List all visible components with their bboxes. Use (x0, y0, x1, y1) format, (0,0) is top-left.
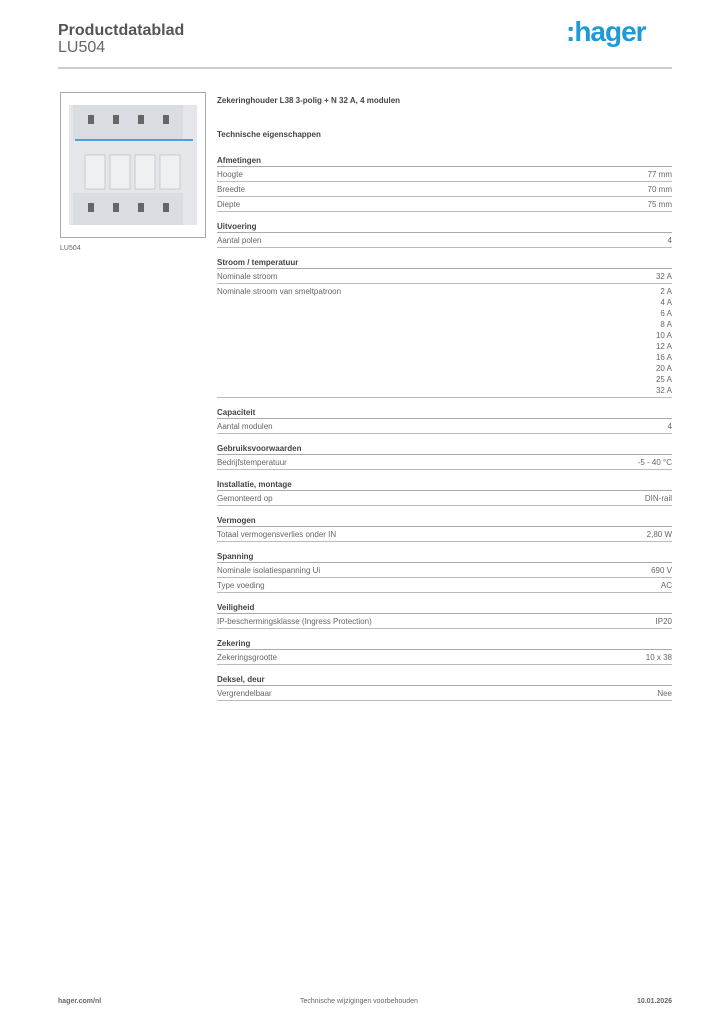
spec-value: 10 x 38 (645, 653, 672, 662)
spec-value: 77 mm (647, 170, 672, 179)
spec-label: Aantal modulen (217, 422, 273, 431)
section-heading: Installatie, montage (217, 480, 672, 491)
spec-label: Zekeringsgrootte (217, 653, 278, 662)
spec-value: IP20 (655, 617, 672, 626)
spec-label: Nominale stroom van smeltpatroon (217, 287, 342, 296)
spec-row (217, 578, 672, 593)
spec-value: 4 (667, 236, 672, 245)
section-heading: Veiligheid (217, 603, 672, 614)
spec-label: Diepte (217, 200, 241, 209)
spec-value: 4 A (660, 298, 672, 307)
spec-label: Nominale isolatiespanning Ui (217, 566, 321, 575)
section-heading: Gebruiksvoorwaarden (217, 444, 672, 455)
spec-row (217, 614, 672, 629)
footer-date: 10.01.2026 (636, 998, 672, 1005)
spec-value: 20 A (655, 364, 672, 373)
spec-value: Nee (657, 689, 672, 698)
spec-section (217, 444, 672, 470)
section-heading: Zekering (217, 639, 672, 650)
spec-section (217, 516, 672, 542)
spec-row (217, 197, 672, 212)
spec-label: Gemonteerd op (217, 494, 273, 503)
spec-values (638, 458, 672, 469)
spec-values (668, 236, 672, 247)
hager-logo: :hager (566, 16, 646, 47)
section-heading: Spanning (217, 552, 672, 563)
product-image (60, 92, 206, 238)
spec-section (217, 408, 672, 434)
spec-label: Nominale stroom (217, 272, 278, 281)
section-heading: Stroom / temperatuur (217, 258, 672, 269)
section-heading: Afmetingen (217, 156, 672, 167)
spec-value: DIN-rail (644, 494, 672, 503)
spec-value: 4 (667, 422, 672, 431)
product-title: Zekeringhouder L38 3-polig + N 32 A, 4 modulen (217, 96, 401, 105)
spec-value: 70 mm (647, 185, 672, 194)
spec-value: 2 A (660, 287, 672, 296)
spec-values (646, 653, 672, 664)
spec-section (217, 675, 672, 701)
spec-label: Type voeding (217, 581, 265, 590)
spec-values (651, 566, 672, 577)
spec-label: Bedrijfstemperatuur (217, 458, 287, 467)
spec-label: Aantal polen (217, 236, 262, 245)
spec-values (648, 200, 672, 211)
image-caption: LU504 (60, 245, 81, 252)
spec-value: 690 V (651, 566, 672, 575)
spec-row (217, 527, 672, 542)
spec-value: 12 A (655, 342, 672, 351)
spec-values (645, 494, 672, 505)
spec-value: 2,80 W (646, 530, 672, 539)
spec-label: Breedte (217, 185, 246, 194)
spec-label: Hoogte (217, 170, 243, 179)
section-heading: Vermogen (217, 516, 672, 527)
spec-row (217, 269, 672, 284)
spec-value: 32 A (655, 272, 672, 281)
spec-section (217, 156, 672, 212)
spec-value: 8 A (660, 320, 672, 329)
spec-values (647, 530, 672, 541)
spec-section (217, 639, 672, 665)
spec-row (217, 233, 672, 248)
page-title: Productdatablad (58, 22, 185, 39)
spec-value: 10 A (655, 331, 672, 340)
tech-heading: Technische eigenschappen (217, 130, 321, 139)
spec-value: 25 A (655, 375, 672, 384)
spec-row (217, 182, 672, 197)
spec-section (217, 603, 672, 629)
product-code: LU504 (58, 39, 106, 56)
spec-values (656, 617, 672, 628)
spec-values (657, 689, 672, 700)
spec-value: 75 mm (647, 200, 672, 209)
spec-values (656, 287, 672, 397)
spec-row (217, 167, 672, 182)
spec-row (217, 419, 672, 434)
footer-notice: Technische wijzigingen voorbehouden (300, 998, 418, 1005)
spec-values (648, 185, 672, 196)
spec-values (648, 170, 672, 181)
header-divider (58, 67, 672, 69)
spec-value: 16 A (655, 353, 672, 362)
spec-section (217, 552, 672, 593)
spec-section (217, 258, 672, 398)
spec-values (661, 581, 672, 592)
spec-section (217, 222, 672, 248)
spec-row (217, 686, 672, 701)
spec-values (656, 272, 672, 283)
section-heading: Capaciteit (217, 408, 672, 419)
spec-value: 6 A (660, 309, 672, 318)
spec-row (217, 563, 672, 578)
spec-content (217, 96, 672, 711)
section-heading: Deksel, deur (217, 675, 672, 686)
spec-row (217, 491, 672, 506)
footer-website[interactable]: hager.com/nl (58, 998, 102, 1005)
spec-row (217, 284, 672, 398)
spec-section (217, 480, 672, 506)
spec-row (217, 455, 672, 470)
spec-label: Totaal vermogensverlies onder IN (217, 530, 337, 539)
spec-values (668, 422, 672, 433)
spec-value: AC (660, 581, 672, 590)
spec-label: IP-beschermingsklasse (Ingress Protection) (217, 617, 372, 626)
spec-value: 32 A (655, 386, 672, 395)
spec-value: -5 - 40 °C (637, 458, 672, 467)
spec-label: Vergrendelbaar (217, 689, 272, 698)
spec-row (217, 650, 672, 665)
section-heading: Uitvoering (217, 222, 672, 233)
